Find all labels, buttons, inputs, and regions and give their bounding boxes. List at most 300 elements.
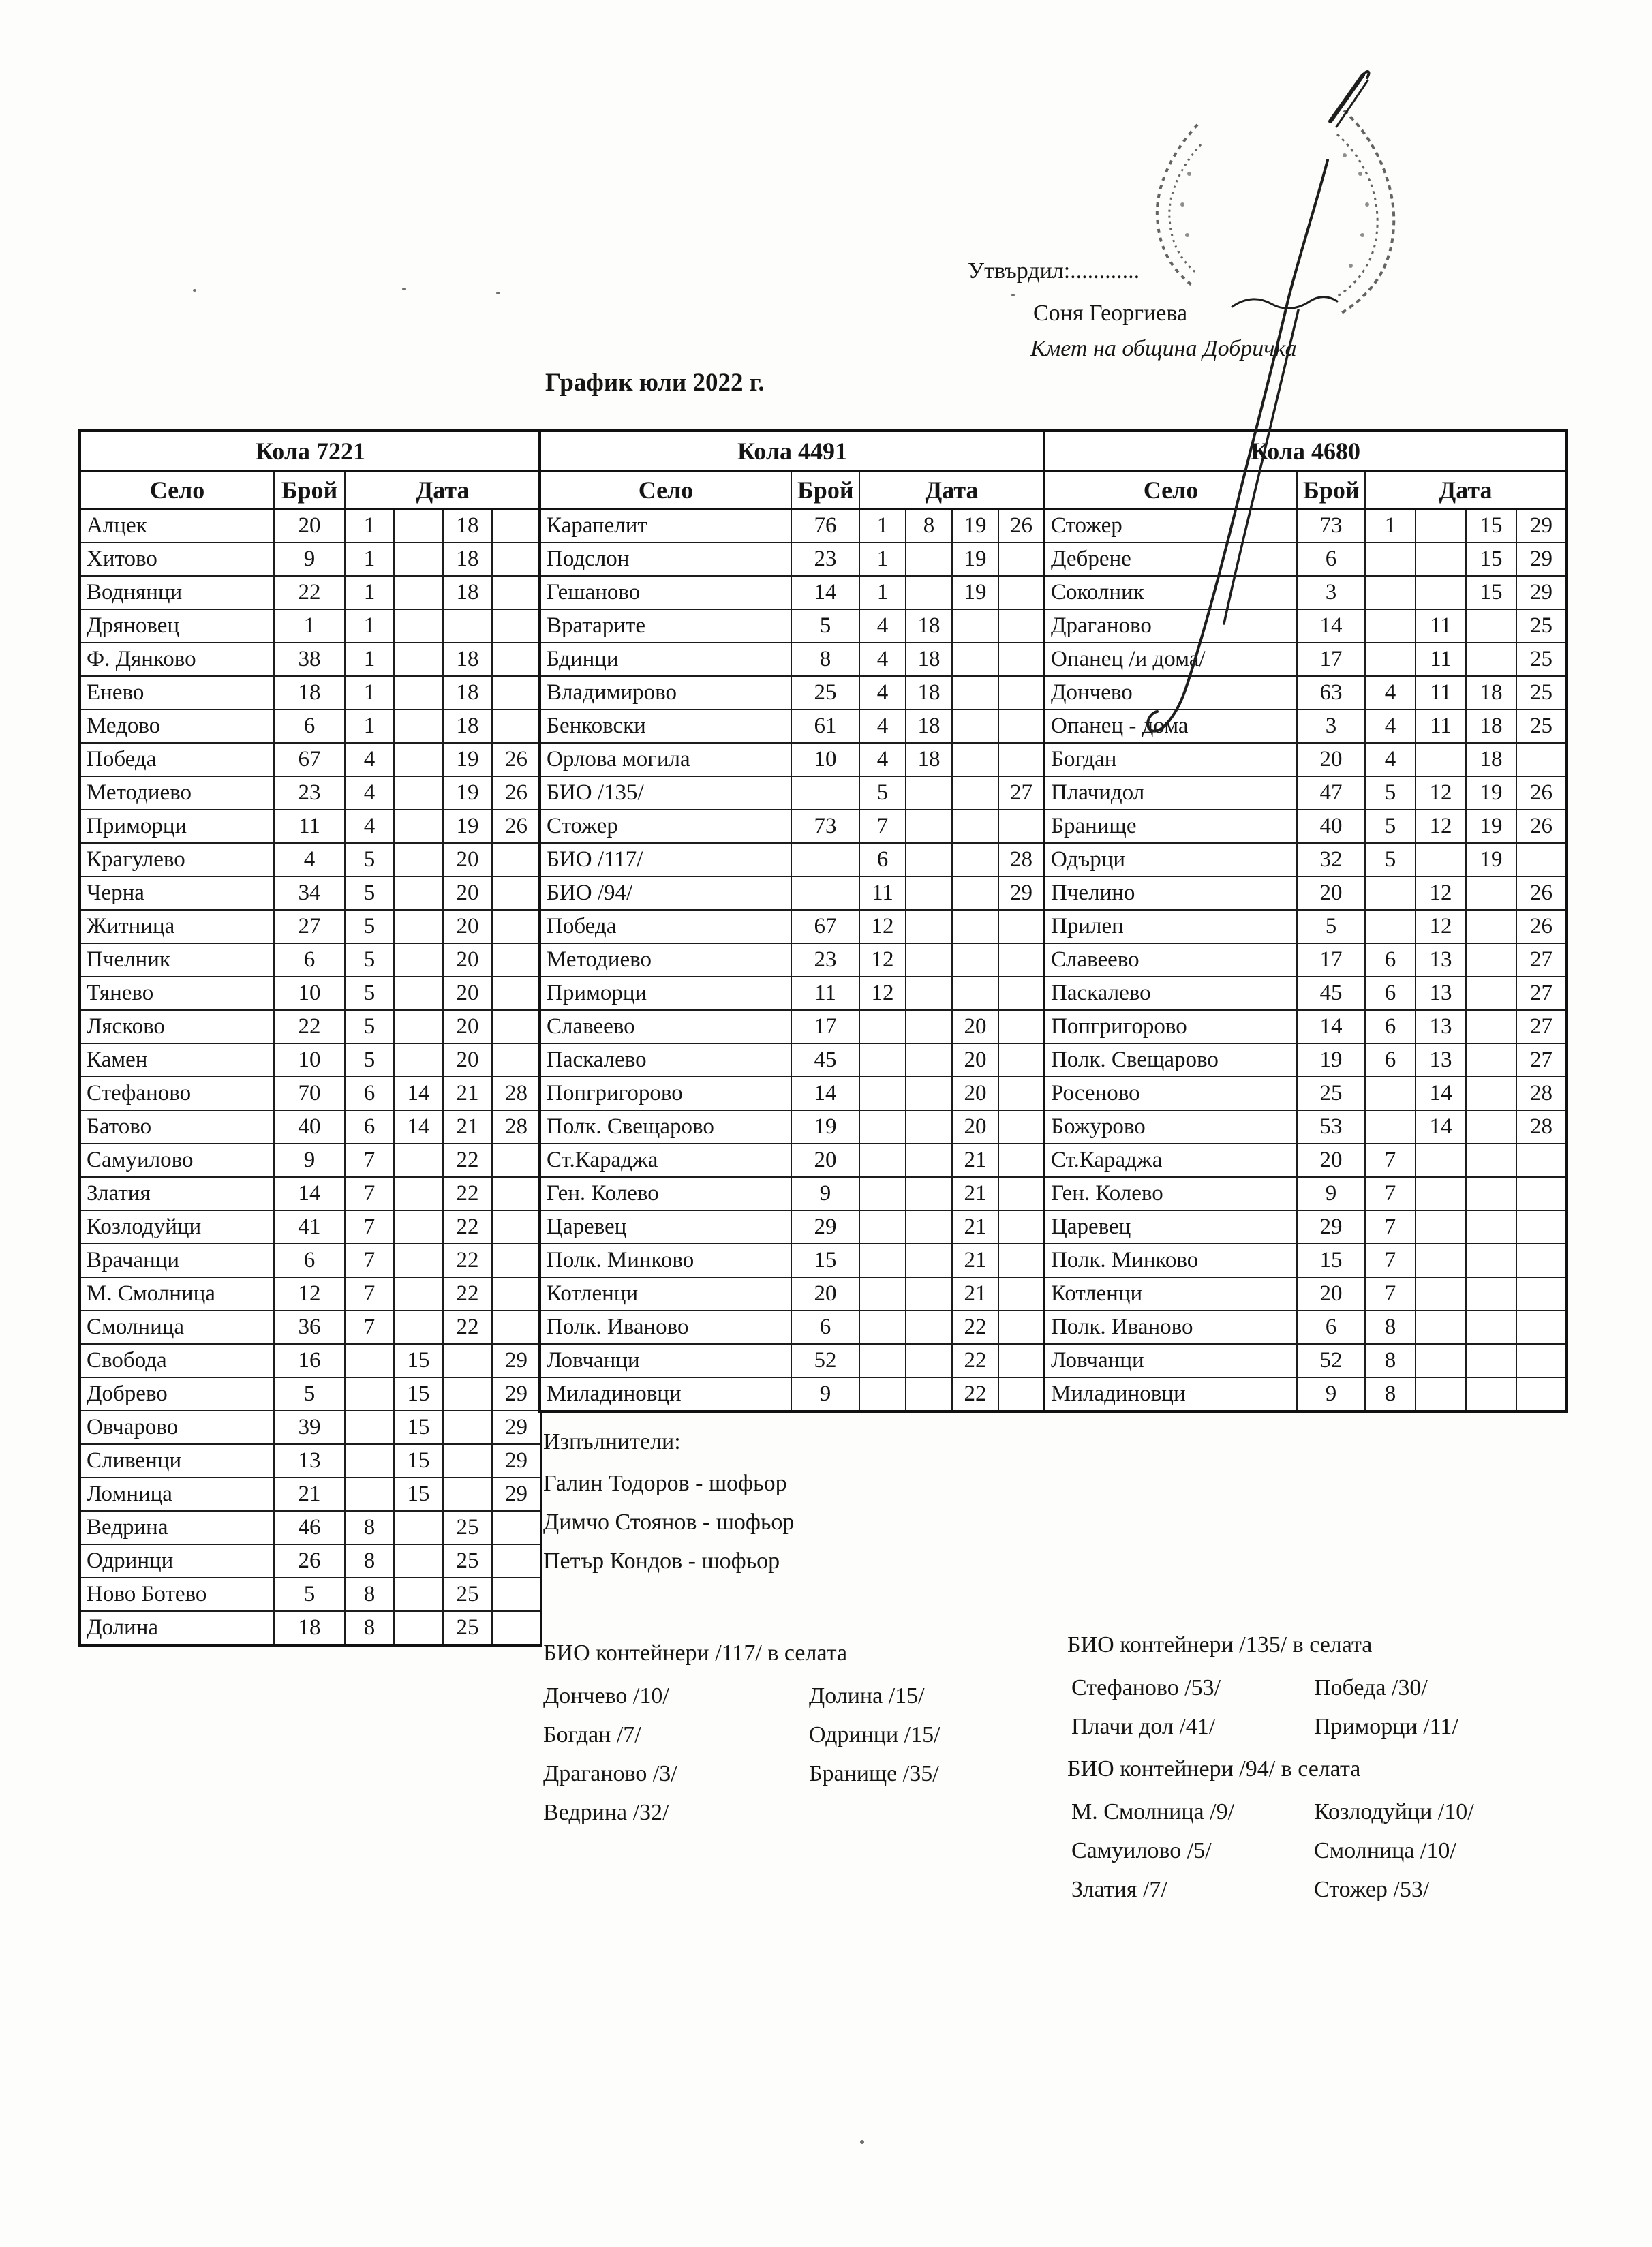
table-row <box>1044 709 1567 743</box>
bio117-col1 <box>543 1677 677 1832</box>
date-cell <box>394 542 443 576</box>
date-cell: 6 <box>345 1077 394 1110</box>
date-cell: 5 <box>345 943 394 977</box>
date-cell: 4 <box>859 676 906 709</box>
table-row <box>80 1311 541 1344</box>
date-cell <box>1416 576 1466 609</box>
date-cell <box>394 609 443 643</box>
date-cell <box>906 1010 952 1043</box>
table-row <box>1044 1077 1567 1110</box>
date-cell: 1 <box>345 509 394 543</box>
date-cell <box>1466 1311 1516 1344</box>
date-cell: 4 <box>859 709 906 743</box>
count-cell: 14 <box>791 1077 859 1110</box>
date-cell: 22 <box>443 1277 492 1311</box>
date-cell: 21 <box>952 1144 998 1177</box>
table-row <box>1044 643 1567 676</box>
count-cell: 20 <box>274 509 345 543</box>
count-cell: 19 <box>791 1110 859 1144</box>
bio-note-item: Златия /7/ <box>1071 1877 1167 1902</box>
bio-note-item: М. Смолница /9/ <box>1071 1799 1235 1824</box>
date-cell <box>998 943 1045 977</box>
date-cell: 29 <box>1516 576 1567 609</box>
count-cell: 18 <box>274 1611 345 1645</box>
village-cell: Бдинци <box>540 643 791 676</box>
date-cell: 7 <box>345 1210 394 1244</box>
count-cell: 23 <box>791 943 859 977</box>
count-cell: 25 <box>791 676 859 709</box>
count-cell: 70 <box>274 1077 345 1110</box>
table-row <box>1044 943 1567 977</box>
village-cell: Ген. Колево <box>1044 1177 1297 1210</box>
date-cell: 26 <box>1516 876 1567 910</box>
car-header-row <box>1044 431 1567 472</box>
table-row <box>540 1077 1045 1110</box>
date-cell: 18 <box>443 509 492 543</box>
village-cell: Полк. Минково <box>540 1244 791 1277</box>
village-cell: Полк. Минково <box>1044 1244 1297 1277</box>
table-row <box>80 609 541 643</box>
date-cell <box>952 643 998 676</box>
date-cell: 20 <box>952 1043 998 1077</box>
date-cell <box>998 1311 1045 1344</box>
date-cell <box>345 1444 394 1478</box>
date-cell <box>952 676 998 709</box>
table-row <box>540 1344 1045 1377</box>
count-cell <box>791 843 859 876</box>
village-cell: Ловчанци <box>540 1344 791 1377</box>
approval-label: Утвърдил:............ <box>968 258 1140 284</box>
date-cell: 7 <box>1365 1144 1416 1177</box>
date-cell: 18 <box>1466 676 1516 709</box>
date-cell <box>998 1377 1045 1411</box>
count-cell: 9 <box>791 1377 859 1411</box>
date-cell <box>443 609 492 643</box>
date-cell: 1 <box>345 576 394 609</box>
date-cell <box>492 1611 541 1645</box>
date-cell: 4 <box>345 810 394 843</box>
date-cell <box>1466 643 1516 676</box>
date-cell <box>998 810 1045 843</box>
date-cell <box>1416 1344 1466 1377</box>
approver-name: Соня Георгиева <box>1033 301 1188 326</box>
date-cell: 13 <box>1416 1043 1466 1077</box>
date-cell <box>906 910 952 943</box>
table-row <box>80 910 541 943</box>
date-cell: 22 <box>443 1210 492 1244</box>
village-cell: Батово <box>80 1110 274 1144</box>
date-cell: 5 <box>345 910 394 943</box>
date-cell <box>1466 977 1516 1010</box>
date-cell <box>1416 1210 1466 1244</box>
count-cell: 32 <box>1297 843 1365 876</box>
count-cell: 45 <box>1297 977 1365 1010</box>
village-cell: Богдан <box>1044 743 1297 776</box>
date-cell <box>394 1244 443 1277</box>
date-cell: 5 <box>345 1010 394 1043</box>
village-cell: Овчарово <box>80 1411 274 1444</box>
date-cell <box>443 1478 492 1511</box>
date-cell: 21 <box>952 1244 998 1277</box>
village-cell: Котленци <box>1044 1277 1297 1311</box>
date-cell: 18 <box>443 643 492 676</box>
count-cell: 11 <box>791 977 859 1010</box>
table-row <box>1044 876 1567 910</box>
village-cell: Хитово <box>80 542 274 576</box>
date-cell <box>952 776 998 810</box>
date-cell: 4 <box>345 743 394 776</box>
table-row <box>1044 1344 1567 1377</box>
village-cell: Методиево <box>540 943 791 977</box>
date-cell: 7 <box>345 1144 394 1177</box>
date-cell <box>1516 1377 1567 1411</box>
date-cell <box>394 1177 443 1210</box>
village-cell: Стожер <box>540 810 791 843</box>
count-cell: 17 <box>1297 943 1365 977</box>
date-cell <box>1466 1010 1516 1043</box>
date-cell: 1 <box>345 609 394 643</box>
date-cell: 29 <box>492 1377 541 1411</box>
table-row <box>80 776 541 810</box>
date-cell <box>998 1277 1045 1311</box>
date-cell <box>1416 1177 1466 1210</box>
table-row <box>1044 576 1567 609</box>
count-cell: 6 <box>1297 1311 1365 1344</box>
date-cell <box>394 1578 443 1611</box>
date-cell: 28 <box>492 1110 541 1144</box>
table-row <box>1044 910 1567 943</box>
village-cell: Приморци <box>80 810 274 843</box>
count-cell: 14 <box>1297 609 1365 643</box>
bio117-heading: БИО контейнери /117/ в селата <box>543 1640 848 1666</box>
date-cell <box>1466 609 1516 643</box>
village-cell: Ген. Колево <box>540 1177 791 1210</box>
noise-speck <box>402 288 406 290</box>
date-cell <box>998 977 1045 1010</box>
date-cell <box>998 1110 1045 1144</box>
column-header-row <box>1044 472 1567 509</box>
date-cell <box>1365 876 1416 910</box>
date-cell <box>906 1043 952 1077</box>
date-cell: 8 <box>345 1544 394 1578</box>
date-cell <box>394 977 443 1010</box>
executors-heading: Изпълнители: <box>543 1429 681 1454</box>
village-cell: Полк. Свещарово <box>540 1110 791 1144</box>
date-cell <box>394 1010 443 1043</box>
date-cell <box>859 1344 906 1377</box>
count-cell: 5 <box>1297 910 1365 943</box>
date-cell: 28 <box>492 1077 541 1110</box>
date-cell <box>998 643 1045 676</box>
table-row <box>80 977 541 1010</box>
date-cell: 18 <box>906 643 952 676</box>
date-cell <box>906 810 952 843</box>
date-cell: 18 <box>443 676 492 709</box>
date-cell: 5 <box>1365 776 1416 810</box>
date-cell: 25 <box>443 1611 492 1645</box>
count-cell: 19 <box>1297 1043 1365 1077</box>
date-cell <box>492 1177 541 1210</box>
village-cell: Житница <box>80 910 274 943</box>
village-cell: Ведрина <box>80 1511 274 1544</box>
date-cell <box>859 1311 906 1344</box>
date-column-header: Дата <box>1365 472 1567 509</box>
date-cell: 19 <box>1466 776 1516 810</box>
table-row <box>80 1210 541 1244</box>
table-row <box>540 609 1045 643</box>
date-cell <box>1416 843 1466 876</box>
date-cell <box>998 910 1045 943</box>
village-cell: Тянево <box>80 977 274 1010</box>
count-cell: 73 <box>1297 509 1365 543</box>
table-row <box>80 1344 541 1377</box>
village-cell: Приморци <box>540 977 791 1010</box>
date-column-header: Дата <box>859 472 1045 509</box>
village-column-header: Село <box>540 472 791 509</box>
table-row <box>80 1578 541 1611</box>
count-cell: 12 <box>274 1277 345 1311</box>
date-cell: 26 <box>1516 776 1567 810</box>
bio-note-item: Ведрина /32/ <box>543 1800 669 1825</box>
count-cell: 13 <box>274 1444 345 1478</box>
date-cell <box>492 977 541 1010</box>
date-cell <box>906 1077 952 1110</box>
date-cell: 14 <box>394 1110 443 1144</box>
date-cell: 25 <box>1516 709 1567 743</box>
date-cell <box>952 609 998 643</box>
date-cell <box>998 676 1045 709</box>
date-cell: 20 <box>443 843 492 876</box>
date-cell <box>492 1043 541 1077</box>
table-row <box>540 676 1045 709</box>
date-cell: 7 <box>1365 1177 1416 1210</box>
table-row <box>540 743 1045 776</box>
count-cell: 14 <box>1297 1010 1365 1043</box>
date-cell <box>859 1177 906 1210</box>
date-cell <box>998 1177 1045 1210</box>
bio-note-item: Одринци /15/ <box>809 1722 940 1747</box>
village-cell: Дебрене <box>1044 542 1297 576</box>
village-cell: Врачанци <box>80 1244 274 1277</box>
date-cell: 6 <box>1365 1043 1416 1077</box>
count-cell: 20 <box>1297 743 1365 776</box>
date-cell: 7 <box>345 1311 394 1344</box>
bio-note-item: Приморци /11/ <box>1314 1714 1458 1739</box>
date-cell: 11 <box>859 876 906 910</box>
village-cell: Паскалево <box>1044 977 1297 1010</box>
date-cell: 18 <box>1466 743 1516 776</box>
count-cell: 5 <box>274 1578 345 1611</box>
bio-note-item: Долина /15/ <box>809 1683 925 1709</box>
village-cell: Росеново <box>1044 1077 1297 1110</box>
date-cell <box>859 1144 906 1177</box>
count-cell: 76 <box>791 509 859 543</box>
date-cell <box>906 1377 952 1411</box>
count-cell: 9 <box>274 542 345 576</box>
count-cell: 29 <box>791 1210 859 1244</box>
date-cell <box>1416 542 1466 576</box>
table-row <box>80 1077 541 1110</box>
count-cell <box>791 876 859 910</box>
date-cell: 7 <box>1365 1277 1416 1311</box>
table-row <box>540 977 1045 1010</box>
date-cell: 22 <box>443 1144 492 1177</box>
table-row <box>1044 843 1567 876</box>
date-cell: 1 <box>345 676 394 709</box>
village-cell: Бенковски <box>540 709 791 743</box>
date-cell: 7 <box>1365 1210 1416 1244</box>
date-cell <box>1516 1177 1567 1210</box>
date-cell: 15 <box>1466 576 1516 609</box>
count-cell: 6 <box>791 1311 859 1344</box>
date-cell: 5 <box>1365 843 1416 876</box>
date-cell: 7 <box>345 1177 394 1210</box>
village-cell: Дряновец <box>80 609 274 643</box>
date-cell: 1 <box>859 509 906 543</box>
date-cell <box>1365 609 1416 643</box>
date-cell <box>492 576 541 609</box>
date-cell: 4 <box>345 776 394 810</box>
table-row <box>540 1010 1045 1043</box>
date-cell <box>1365 1110 1416 1144</box>
table-row <box>540 1043 1045 1077</box>
date-cell <box>492 542 541 576</box>
date-cell <box>859 1110 906 1144</box>
date-cell <box>492 943 541 977</box>
date-cell: 26 <box>492 776 541 810</box>
count-cell: 38 <box>274 643 345 676</box>
date-cell <box>1466 1043 1516 1077</box>
executors-list <box>543 1464 794 1580</box>
table-row <box>540 843 1045 876</box>
count-cell: 17 <box>1297 643 1365 676</box>
date-cell <box>492 1277 541 1311</box>
date-cell <box>998 743 1045 776</box>
date-cell <box>1365 910 1416 943</box>
village-cell: Ломница <box>80 1478 274 1511</box>
count-cell: 10 <box>791 743 859 776</box>
page-title: График юли 2022 г. <box>545 369 765 397</box>
date-cell: 18 <box>443 576 492 609</box>
count-cell: 52 <box>1297 1344 1365 1377</box>
date-cell: 22 <box>952 1344 998 1377</box>
village-cell: Медово <box>80 709 274 743</box>
date-cell: 14 <box>1416 1077 1466 1110</box>
count-cell: 9 <box>1297 1177 1365 1210</box>
bio117-col2 <box>809 1677 940 1793</box>
date-cell: 13 <box>1416 1010 1466 1043</box>
date-cell: 4 <box>859 609 906 643</box>
village-cell: Лясково <box>80 1010 274 1043</box>
table-row <box>1044 509 1567 543</box>
table-row <box>1044 542 1567 576</box>
count-cell: 40 <box>274 1110 345 1144</box>
village-cell: Полк. Иваново <box>1044 1311 1297 1344</box>
count-cell: 4 <box>274 843 345 876</box>
date-cell <box>1516 1244 1567 1277</box>
date-cell <box>1516 743 1567 776</box>
table-row <box>80 676 541 709</box>
date-cell: 12 <box>1416 776 1466 810</box>
table-row <box>80 709 541 743</box>
date-cell: 18 <box>906 709 952 743</box>
bio94-heading: БИО контейнери /94/ в селата <box>1067 1756 1361 1782</box>
table-row <box>540 943 1045 977</box>
table-row <box>1044 1010 1567 1043</box>
table-row <box>80 1377 541 1411</box>
table-row <box>1044 776 1567 810</box>
date-cell <box>1466 1277 1516 1311</box>
date-cell <box>443 1444 492 1478</box>
village-cell: Свобода <box>80 1344 274 1377</box>
date-cell: 15 <box>394 1478 443 1511</box>
date-cell: 15 <box>1466 542 1516 576</box>
count-cell: 15 <box>1297 1244 1365 1277</box>
village-cell: Методиево <box>80 776 274 810</box>
table-row <box>80 1177 541 1210</box>
table-row <box>80 1544 541 1578</box>
date-cell: 14 <box>394 1077 443 1110</box>
bio135-heading: БИО контейнери /135/ в селата <box>1067 1632 1373 1657</box>
table-row <box>540 910 1045 943</box>
date-cell: 22 <box>443 1177 492 1210</box>
date-cell <box>1466 1244 1516 1277</box>
village-cell: Паскалево <box>540 1043 791 1077</box>
noise-speck <box>193 289 196 292</box>
count-cell: 15 <box>791 1244 859 1277</box>
noise-speck <box>860 2140 864 2144</box>
count-cell: 20 <box>1297 1277 1365 1311</box>
date-cell: 21 <box>952 1210 998 1244</box>
table-row <box>540 1177 1045 1210</box>
count-cell: 6 <box>274 1244 345 1277</box>
date-cell <box>492 1578 541 1611</box>
date-cell: 29 <box>492 1344 541 1377</box>
date-cell: 7 <box>1365 1244 1416 1277</box>
date-cell: 22 <box>443 1244 492 1277</box>
date-cell: 20 <box>443 1043 492 1077</box>
village-cell: Ф. Дянково <box>80 643 274 676</box>
count-cell: 8 <box>791 643 859 676</box>
table-row <box>80 1478 541 1511</box>
table-row <box>540 1244 1045 1277</box>
count-cell: 22 <box>274 576 345 609</box>
date-cell <box>1416 1311 1466 1344</box>
date-cell: 19 <box>443 743 492 776</box>
count-cell: 10 <box>274 977 345 1010</box>
bio-note-item: Стефаново /53/ <box>1071 1675 1221 1700</box>
village-cell: Черна <box>80 876 274 910</box>
table-row <box>80 1411 541 1444</box>
count-cell: 5 <box>791 609 859 643</box>
date-cell <box>394 943 443 977</box>
date-cell: 1 <box>1365 509 1416 543</box>
count-cell: 20 <box>1297 876 1365 910</box>
village-cell: Крагулево <box>80 843 274 876</box>
village-cell: Владимирово <box>540 676 791 709</box>
village-cell: Соколник <box>1044 576 1297 609</box>
date-cell <box>1365 576 1416 609</box>
date-cell: 25 <box>443 1578 492 1611</box>
schedule-table-kola-4680 <box>1043 429 1568 1413</box>
date-cell <box>1516 843 1567 876</box>
date-cell: 29 <box>492 1411 541 1444</box>
car-title: Кола 4491 <box>540 431 1045 472</box>
table-row <box>540 1377 1045 1411</box>
date-cell: 15 <box>394 1444 443 1478</box>
date-cell <box>952 743 998 776</box>
date-cell <box>1466 1144 1516 1177</box>
